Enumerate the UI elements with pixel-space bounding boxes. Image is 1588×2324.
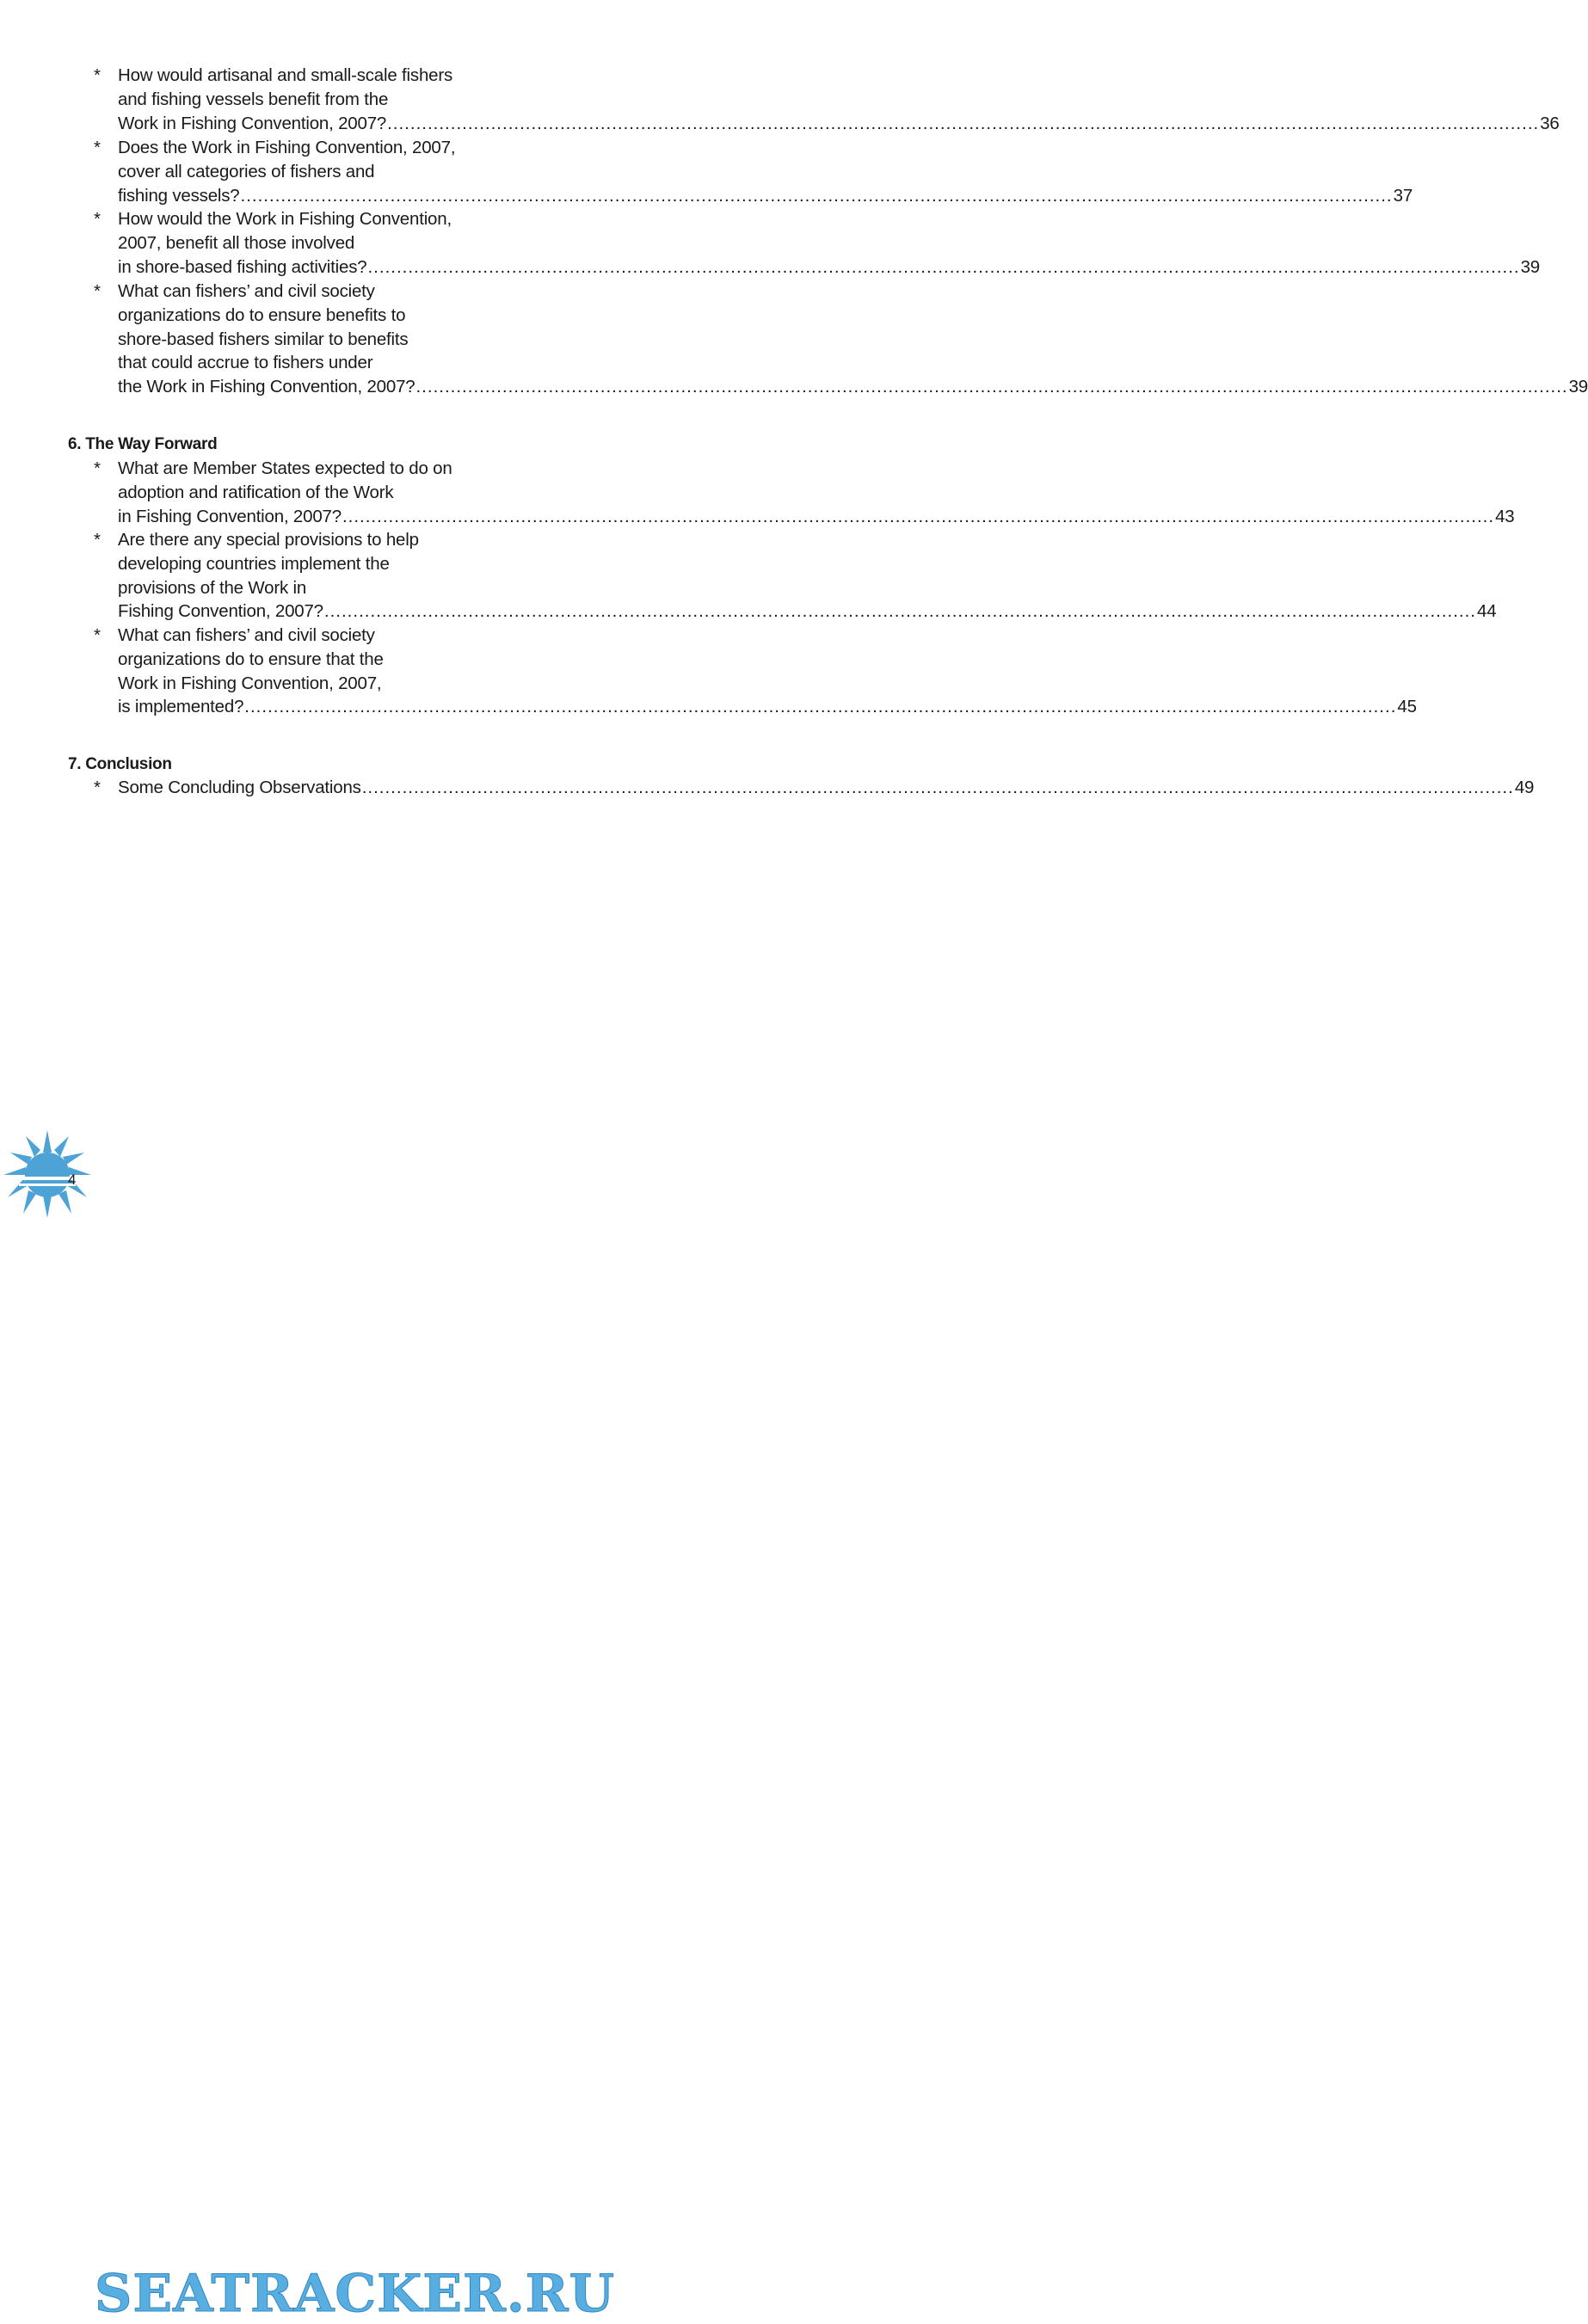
toc-entry-line: How would artisanal and small-scale fishers bbox=[118, 65, 453, 85]
leader-dots: ........................................................................................................................................................................................................ bbox=[240, 185, 1393, 206]
page-ref[interactable]: 37 bbox=[1393, 185, 1413, 206]
toc-entry-last-line bbox=[118, 599, 1497, 624]
watermark: SEATRACKER.RU bbox=[95, 2264, 615, 2324]
toc-entry-line: in shore-based fishing activities? bbox=[118, 256, 367, 277]
toc-entry-line: the Work in Fishing Convention, 2007? bbox=[118, 377, 415, 397]
bullet-asterisk: * bbox=[94, 209, 101, 229]
page-ref[interactable]: 49 bbox=[1514, 778, 1535, 797]
toc-entry-line: shore-based fishers similar to benefits bbox=[118, 329, 409, 349]
toc-entry-line: Work in Fishing Convention, 2007? bbox=[118, 113, 387, 133]
bullet-asterisk: * bbox=[94, 458, 101, 478]
page-ref[interactable]: 36 bbox=[1540, 113, 1560, 133]
toc-entry[interactable] bbox=[94, 207, 1541, 279]
toc-entry-last-line bbox=[118, 375, 1588, 399]
toc-entry-line: 2007, benefit all those involved bbox=[118, 232, 355, 253]
page-ref[interactable]: 44 bbox=[1477, 601, 1497, 622]
page-ref[interactable]: 45 bbox=[1397, 697, 1417, 717]
toc-entry-line: fishing vessels? bbox=[118, 185, 240, 206]
toc-entry-line: Are there any special provisions to help bbox=[118, 530, 419, 550]
page-number: 4 bbox=[68, 1171, 77, 1188]
leader-dots: ........................................................................................................................................................................................................ bbox=[323, 601, 1477, 622]
footer bbox=[0, 1127, 615, 2324]
toc-entry-line: What can fishers’ and civil society bbox=[118, 281, 375, 301]
toc-entry-line: What can fishers’ and civil society bbox=[118, 625, 375, 645]
toc-entry-line: that could accrue to fishers under bbox=[118, 353, 373, 373]
toc-entry[interactable] bbox=[94, 776, 1535, 800]
bullet-asterisk: * bbox=[94, 281, 101, 301]
toc-entry-last-line bbox=[118, 112, 1560, 136]
toc-entry-line: and fishing vessels benefit from the bbox=[118, 89, 389, 109]
leader-dots: ........................................................................................................................................................................................................ bbox=[367, 256, 1520, 277]
toc-entry[interactable] bbox=[94, 528, 1497, 624]
section-heading: 7. Conclusion bbox=[68, 755, 172, 773]
toc-entry-line: organizations do to ensure benefits to bbox=[118, 304, 406, 325]
toc-entry[interactable] bbox=[94, 457, 1515, 528]
toc-entry-line: provisions of the Work in bbox=[118, 577, 307, 598]
toc-entry-line: in Fishing Convention, 2007? bbox=[118, 506, 342, 526]
bullet-asterisk: * bbox=[94, 530, 101, 550]
toc-entry-line: organizations do to ensure that the bbox=[118, 649, 384, 669]
page-ref[interactable]: 39 bbox=[1520, 256, 1541, 277]
leader-dots: ........................................................................................................................................................................................................ bbox=[387, 113, 1540, 133]
toc-entry-line: Fishing Convention, 2007? bbox=[118, 601, 323, 622]
leader-dots: ........................................................................................................................................................................................................ bbox=[244, 697, 1397, 717]
toc-entry-line: How would the Work in Fishing Convention, bbox=[118, 209, 452, 229]
toc-entry-last-line bbox=[118, 776, 1535, 800]
toc-entry-last-line bbox=[118, 184, 1413, 208]
sun-icon bbox=[0, 1127, 95, 1220]
toc-entry[interactable] bbox=[94, 64, 1560, 135]
bullet-asterisk: * bbox=[94, 778, 101, 797]
page-ref[interactable]: 43 bbox=[1495, 506, 1515, 526]
bullet-asterisk: * bbox=[94, 625, 101, 645]
bullet-asterisk: * bbox=[94, 65, 101, 85]
toc-entry-line: cover all categories of fishers and bbox=[118, 161, 375, 181]
leader-dots: ........................................................................................................................................................................................................ bbox=[361, 778, 1514, 797]
toc-entry-line: adoption and ratification of the Work bbox=[118, 482, 394, 502]
toc-entry-line: developing countries implement the bbox=[118, 553, 390, 574]
toc-entry-last-line bbox=[118, 255, 1541, 280]
toc-entry-last-line bbox=[118, 505, 1515, 529]
leader-dots: ........................................................................................................................................................................................................ bbox=[415, 377, 1568, 397]
toc-entry-line: What are Member States expected to do on bbox=[118, 458, 452, 478]
toc-entry-line: is implemented? bbox=[118, 697, 244, 717]
toc-entry[interactable] bbox=[94, 280, 1588, 399]
section-heading: 6. The Way Forward bbox=[68, 435, 218, 453]
toc-entry[interactable] bbox=[94, 624, 1417, 719]
toc-entry-last-line bbox=[118, 695, 1417, 719]
toc-entry[interactable] bbox=[94, 136, 1413, 207]
toc-entry-line: Does the Work in Fishing Convention, 2007, bbox=[118, 138, 456, 157]
bullet-asterisk: * bbox=[94, 138, 101, 157]
toc-entry-line: Work in Fishing Convention, 2007, bbox=[118, 673, 382, 693]
page-ref[interactable]: 39 bbox=[1568, 377, 1588, 397]
toc-entry-line: Some Concluding Observations bbox=[118, 778, 361, 797]
leader-dots: ........................................................................................................................................................................................................ bbox=[342, 506, 1495, 526]
